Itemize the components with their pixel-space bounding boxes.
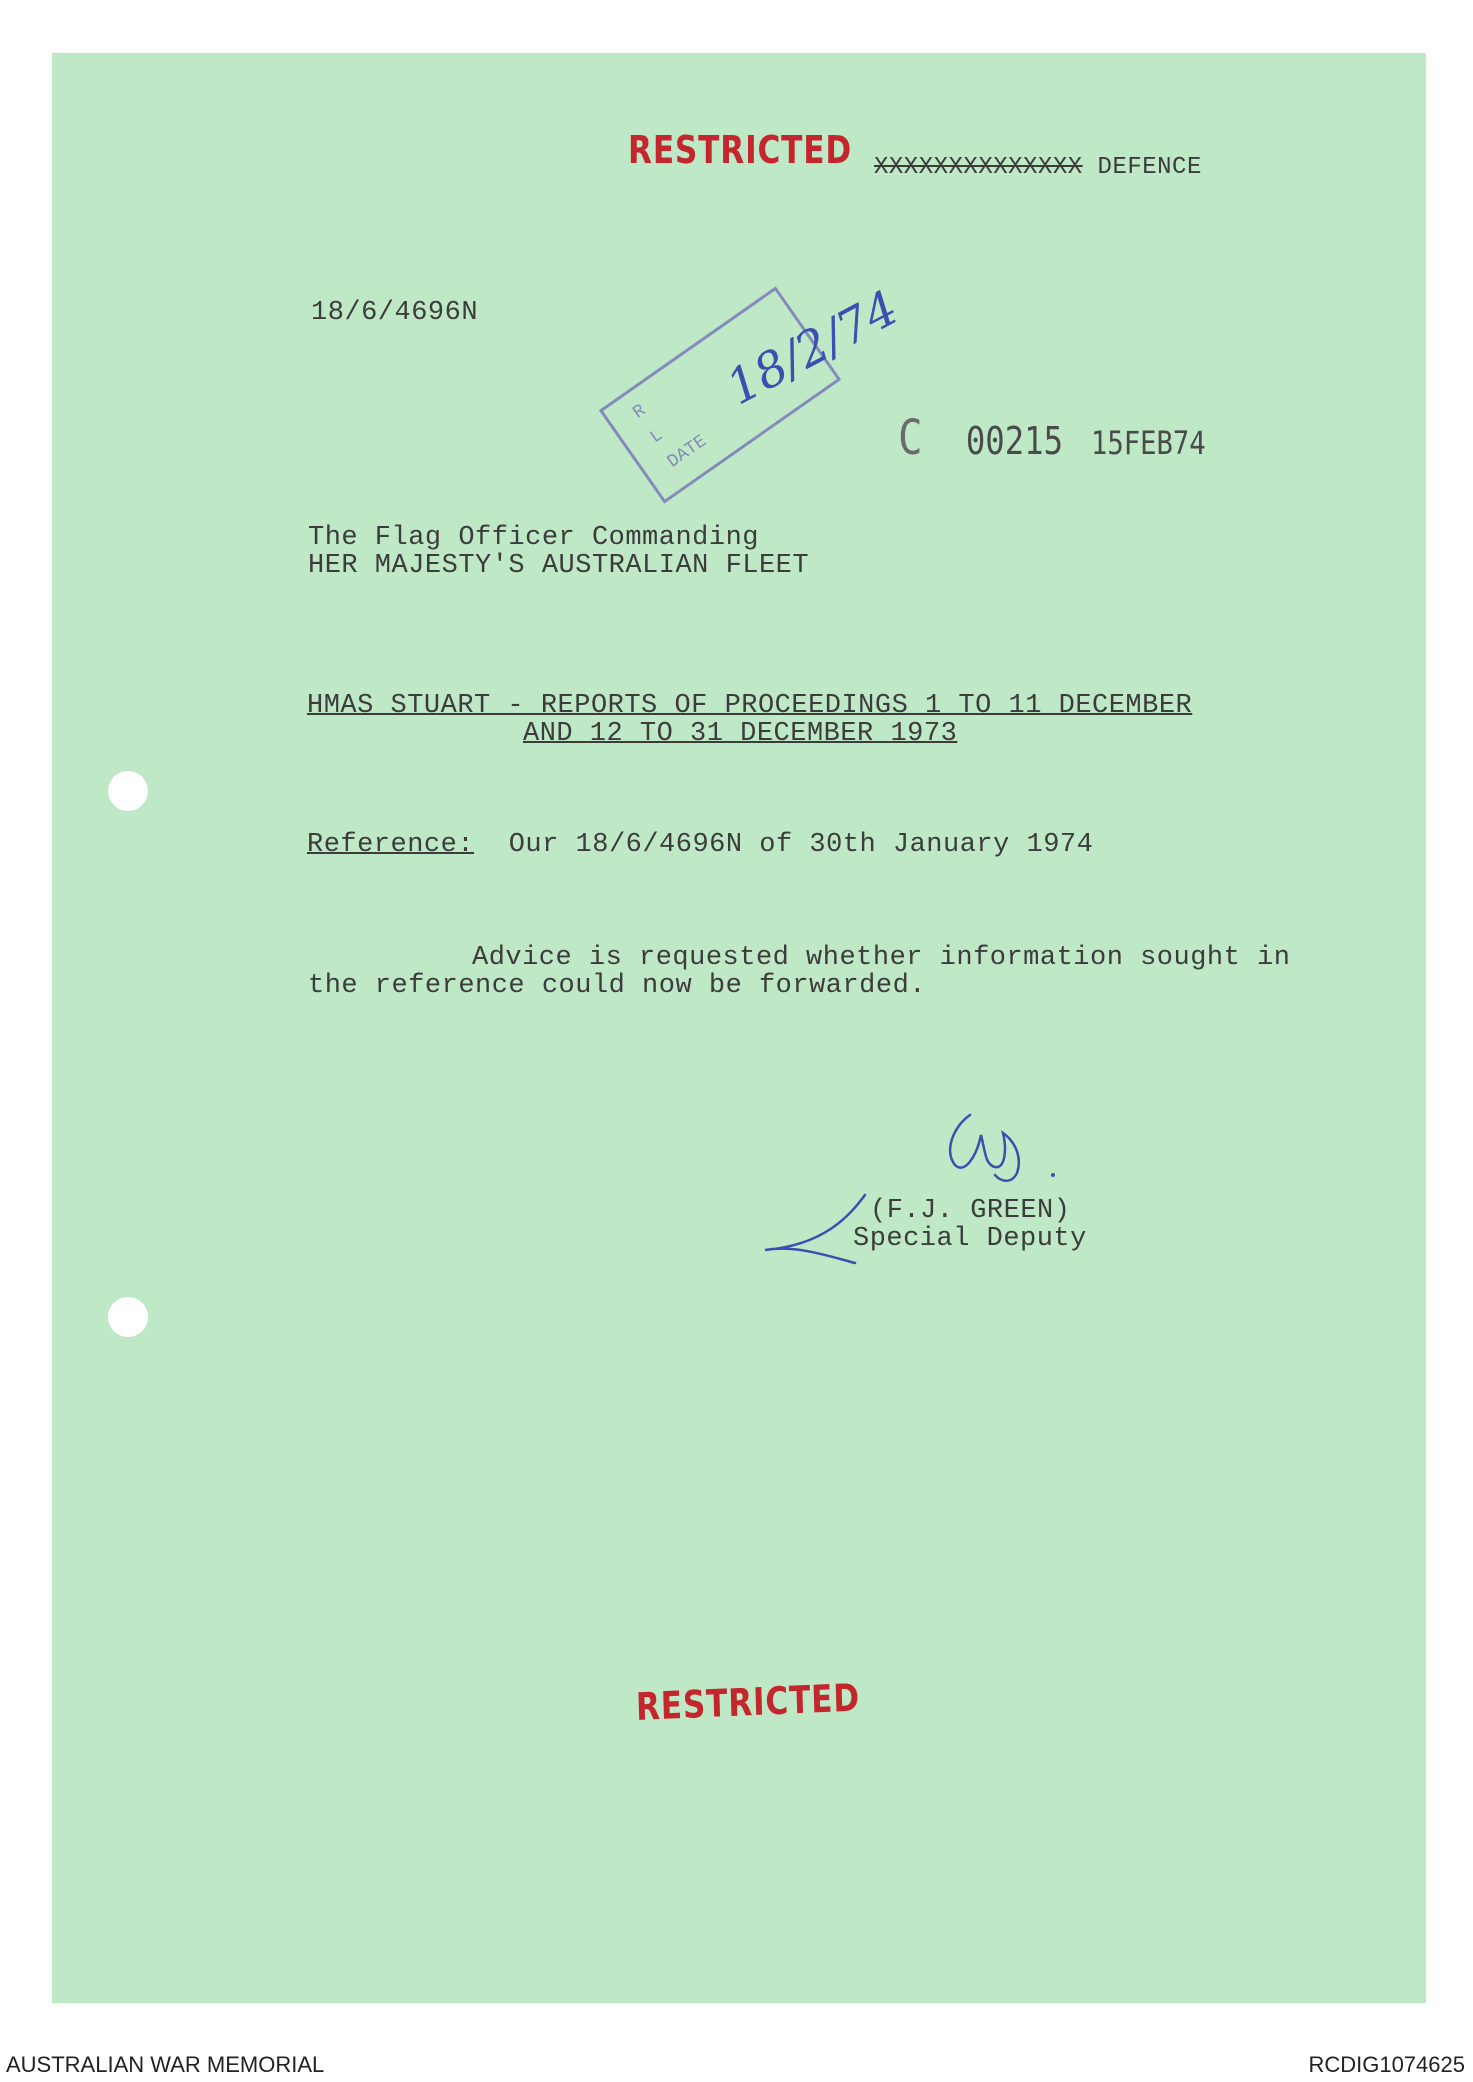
body-line-1: Advice is requested whether information sought in — [472, 943, 1291, 973]
subject-line-1: HMAS STUART - REPORTS OF PROCEEDINGS 1 TO 11 DECEMBER — [307, 691, 1193, 721]
reference-label: Reference: — [307, 830, 475, 860]
archive-caption-right: RCDIG1074625 — [1308, 2052, 1465, 2077]
struck-department-prefix: XXXXXXXXXXXXXX — [874, 154, 1083, 181]
reference-line — [307, 830, 1093, 860]
reference-text: Our 18/6/4696N of 30th January 1974 — [508, 830, 1094, 860]
archive-caption-left: AUSTRALIAN WAR MEMORIAL — [6, 2052, 325, 2077]
stamp-line-2: L — [646, 425, 668, 449]
addressee-line-1: The Flag Officer Commanding — [308, 523, 759, 553]
file-reference: 18/6/4696N — [311, 298, 479, 328]
registry-stamp — [898, 410, 1206, 466]
signatory-name: (F.J. GREEN) — [870, 1196, 1071, 1226]
stamp-line-3: DATE — [663, 431, 711, 473]
punch-hole — [108, 1297, 148, 1337]
signatory-title: Special Deputy — [853, 1224, 1087, 1254]
registry-date: 15FEB74 — [1091, 424, 1206, 462]
punch-hole — [108, 771, 148, 811]
registry-letter: C — [898, 410, 923, 466]
classification-stamp-top: RESTRICTED — [628, 128, 853, 172]
department-line — [874, 154, 1202, 181]
stamp-line-1: R — [629, 400, 650, 424]
subject-line-2: AND 12 TO 31 DECEMBER 1973 — [523, 719, 958, 749]
handwritten-received-date: 18/2/74 — [717, 279, 908, 417]
body-line-2: the reference could now be forwarded. — [308, 971, 926, 1001]
department-name: DEFENCE — [1097, 154, 1202, 181]
classification-stamp-bottom: RESTRICTED — [635, 1675, 861, 1729]
addressee-line-2: HER MAJESTY'S AUSTRALIAN FLEET — [308, 551, 810, 581]
registry-number: 00215 — [965, 419, 1064, 463]
